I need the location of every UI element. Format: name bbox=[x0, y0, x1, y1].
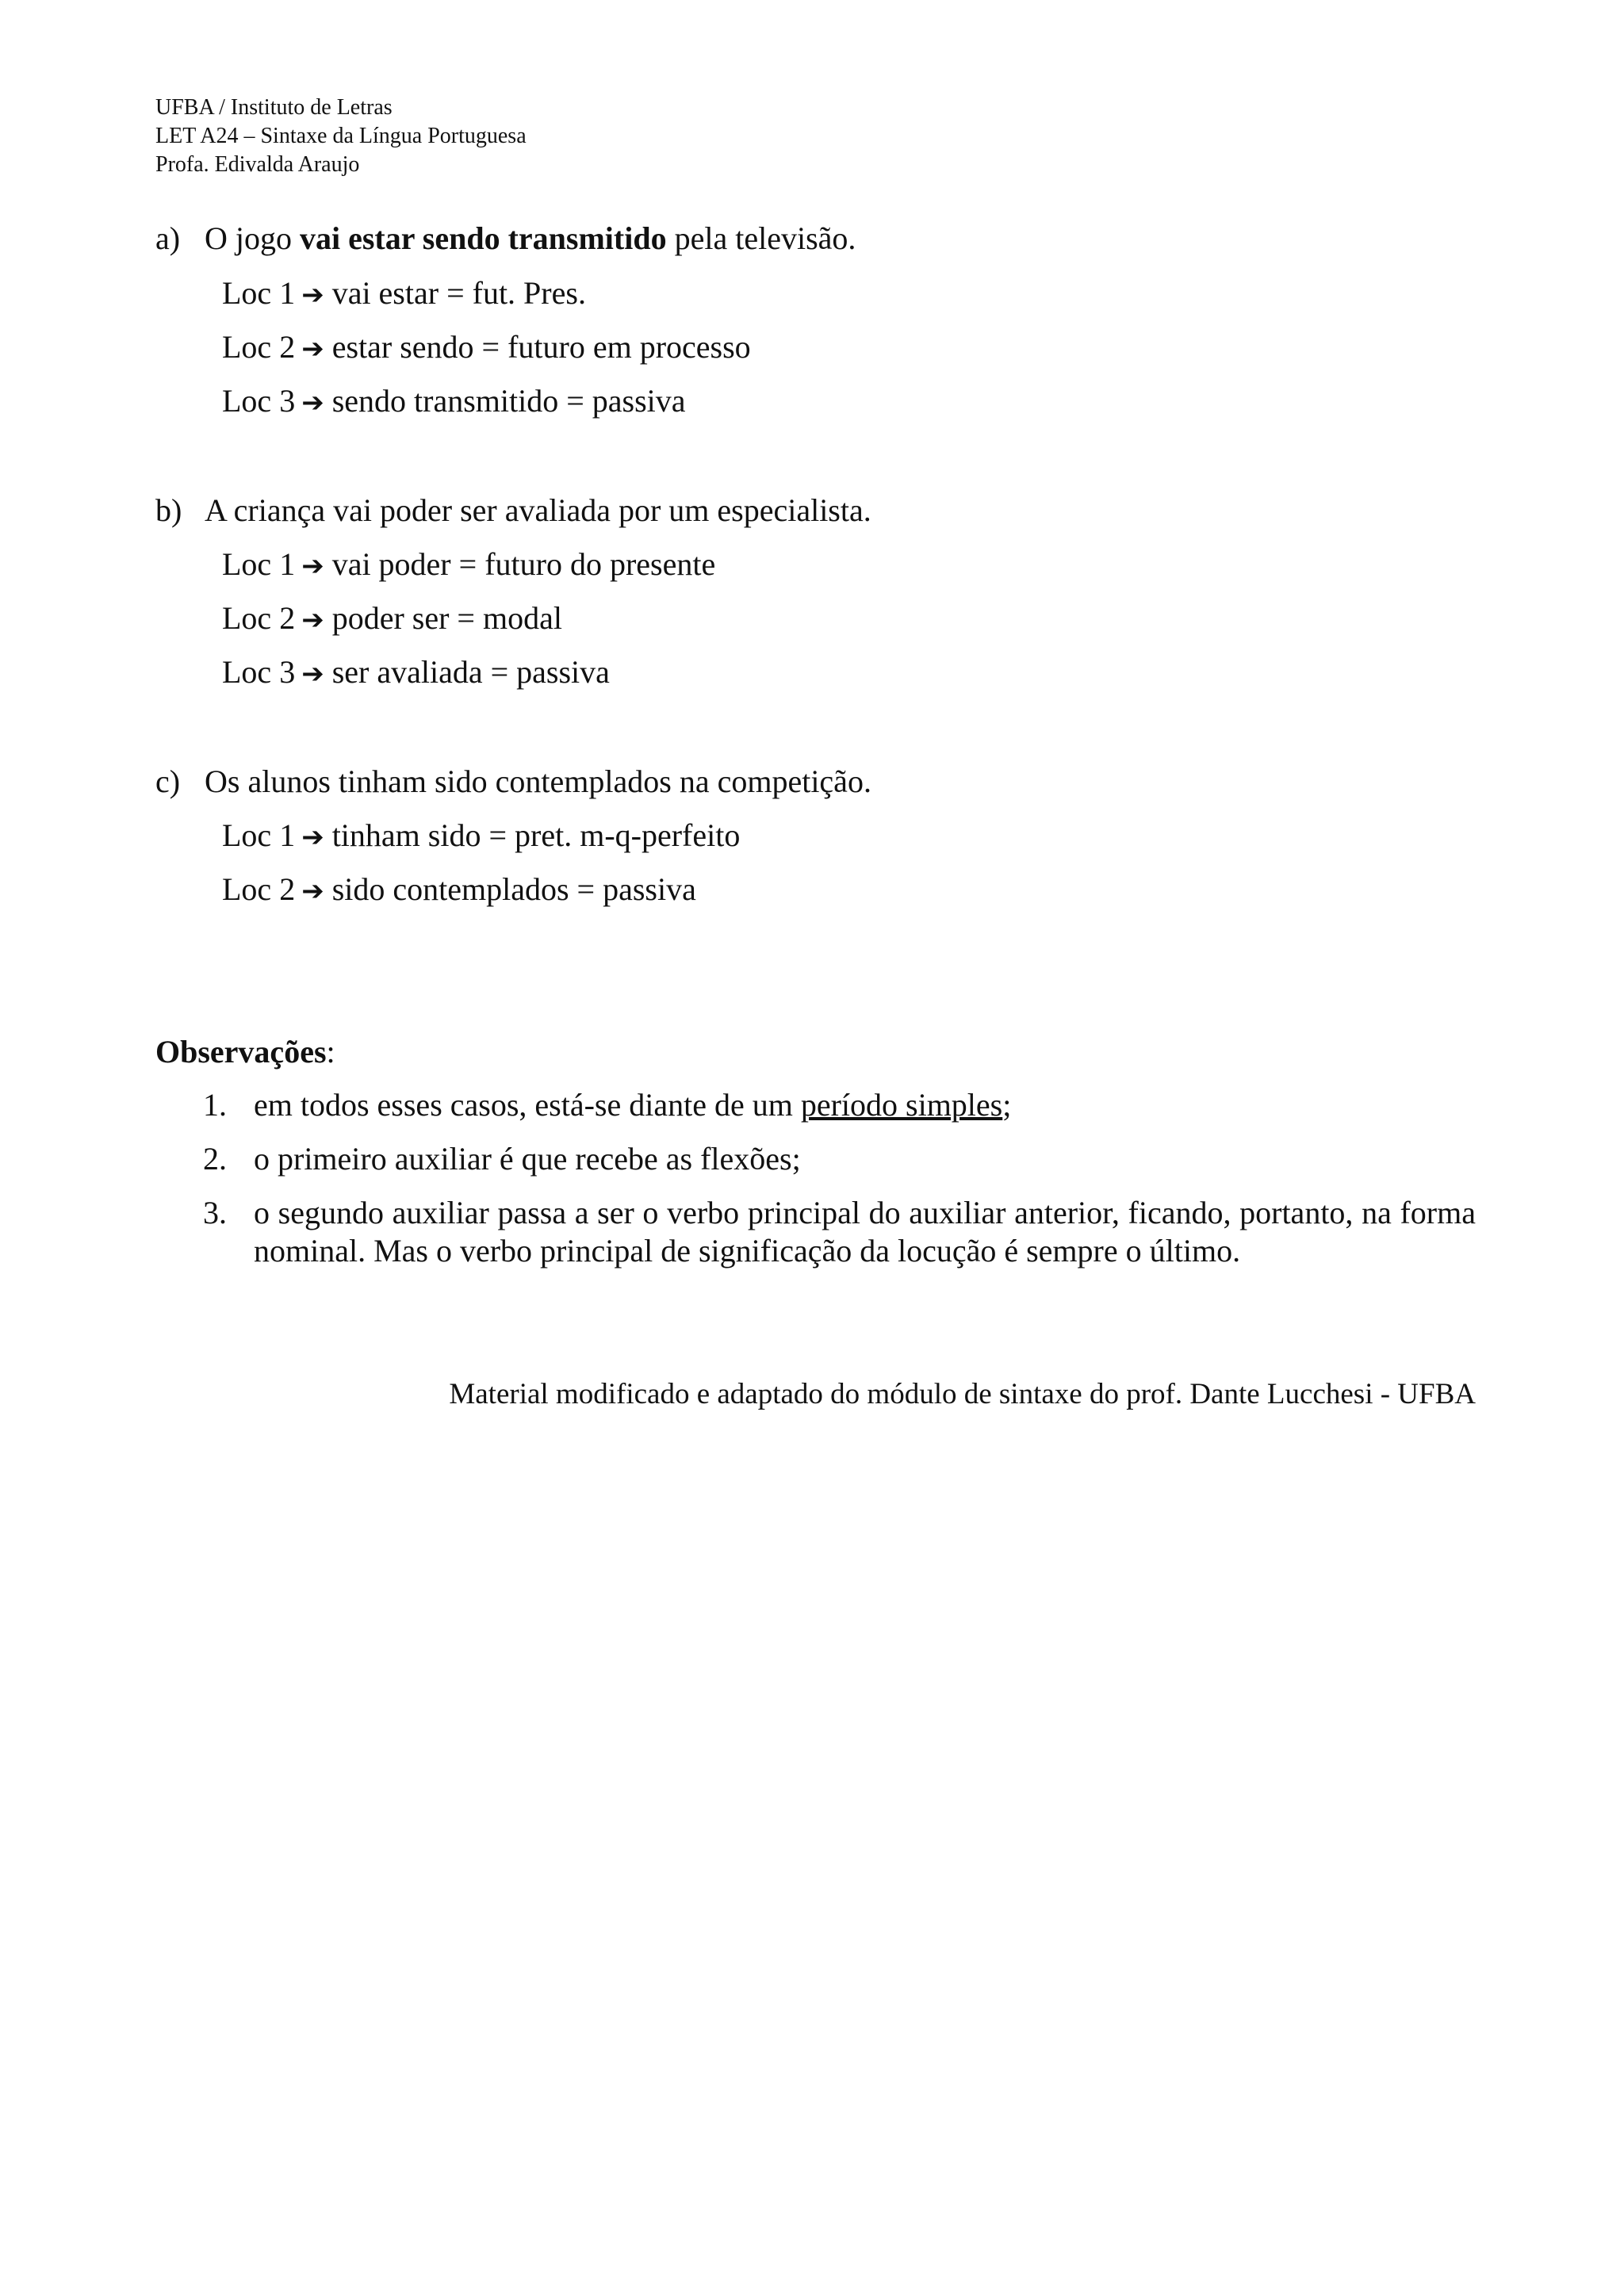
document-header bbox=[155, 94, 527, 179]
observation-item bbox=[203, 1086, 1476, 1124]
loc-text: tinham sido = pret. m-q-perfeito bbox=[331, 817, 741, 853]
observation-number: 3. bbox=[203, 1195, 227, 1230]
loc-label: Loc 2 bbox=[222, 871, 296, 907]
loc-line bbox=[222, 653, 610, 693]
item-marker: c) bbox=[155, 763, 181, 799]
item-marker: b) bbox=[155, 492, 182, 528]
observation-number: 1. bbox=[203, 1087, 227, 1123]
right-arrow-icon: ➔ bbox=[301, 875, 324, 907]
sentence-text: pela televisão. bbox=[666, 220, 856, 256]
observation-item bbox=[203, 1140, 1476, 1178]
loc-label: Loc 2 bbox=[222, 600, 296, 636]
observations-title: Observações bbox=[155, 1034, 327, 1070]
loc-label: Loc 3 bbox=[222, 654, 296, 690]
loc-label: Loc 2 bbox=[222, 329, 296, 365]
loc-line bbox=[222, 545, 715, 585]
loc-text: vai estar = fut. Pres. bbox=[331, 275, 586, 311]
observation-text bbox=[254, 1086, 1476, 1124]
loc-line bbox=[222, 871, 696, 910]
loc-label: Loc 1 bbox=[222, 275, 296, 311]
header-professor: Profa. Edivalda Araujo bbox=[155, 152, 360, 177]
right-arrow-icon: ➔ bbox=[301, 279, 324, 311]
observation-underlined-text: período simples bbox=[800, 1087, 1003, 1123]
loc-text: ser avaliada = passiva bbox=[331, 654, 610, 690]
observation-text: o primeiro auxiliar é que recebe as flexões; bbox=[254, 1141, 801, 1177]
footer-credit: Material modificado e adaptado do módulo de sintaxe do prof. Dante Lucchesi - UFBA bbox=[449, 1378, 1476, 1410]
right-arrow-icon: ➔ bbox=[301, 550, 324, 582]
loc-text: estar sendo = futuro em processo bbox=[331, 329, 751, 365]
right-arrow-icon: ➔ bbox=[301, 604, 324, 636]
loc-label: Loc 3 bbox=[222, 383, 296, 419]
loc-text: poder ser = modal bbox=[331, 600, 562, 636]
loc-line bbox=[222, 382, 686, 422]
right-arrow-icon: ➔ bbox=[301, 387, 324, 419]
observation-text-pre: em todos esses casos, está-se diante de um bbox=[254, 1087, 801, 1123]
sentence-text: A criança vai poder ser avaliada por um especialista. bbox=[205, 492, 871, 528]
header-course: LET A24 – Sintaxe da Língua Portuguesa bbox=[155, 124, 527, 148]
observations-title-suffix: : bbox=[326, 1034, 335, 1070]
right-arrow-icon: ➔ bbox=[301, 333, 324, 365]
item-b-sentence bbox=[155, 492, 871, 530]
observation-item bbox=[203, 1194, 1476, 1270]
loc-label: Loc 1 bbox=[222, 817, 296, 853]
sentence-text: Os alunos tinham sido contemplados na competição. bbox=[205, 763, 871, 799]
observation-number: 2. bbox=[203, 1141, 227, 1177]
observation-text: o segundo auxiliar passa a ser o verbo principal do auxiliar anterior, ficando, portanto, na forma nominal. Mas o verbo principal de significação da locução é sempre o último. bbox=[254, 1195, 1476, 1269]
sentence-bold-text: vai estar sendo transmitido bbox=[300, 220, 667, 256]
loc-label: Loc 1 bbox=[222, 546, 296, 582]
loc-line bbox=[222, 817, 740, 856]
loc-line bbox=[222, 274, 586, 314]
sentence-text: O jogo bbox=[205, 220, 300, 256]
item-a-sentence bbox=[155, 220, 856, 258]
observations-heading bbox=[155, 1033, 335, 1071]
loc-text: sendo transmitido = passiva bbox=[331, 383, 686, 419]
loc-text: vai poder = futuro do presente bbox=[331, 546, 716, 582]
loc-text: sido contemplados = passiva bbox=[331, 871, 696, 907]
item-marker: a) bbox=[155, 220, 181, 256]
observation-text-post: ; bbox=[1002, 1087, 1012, 1123]
right-arrow-icon: ➔ bbox=[301, 658, 324, 690]
item-c-sentence bbox=[155, 763, 871, 801]
loc-line bbox=[222, 599, 562, 639]
header-institution: UFBA / Instituto de Letras bbox=[155, 95, 393, 120]
right-arrow-icon: ➔ bbox=[301, 821, 324, 853]
loc-line bbox=[222, 328, 751, 368]
